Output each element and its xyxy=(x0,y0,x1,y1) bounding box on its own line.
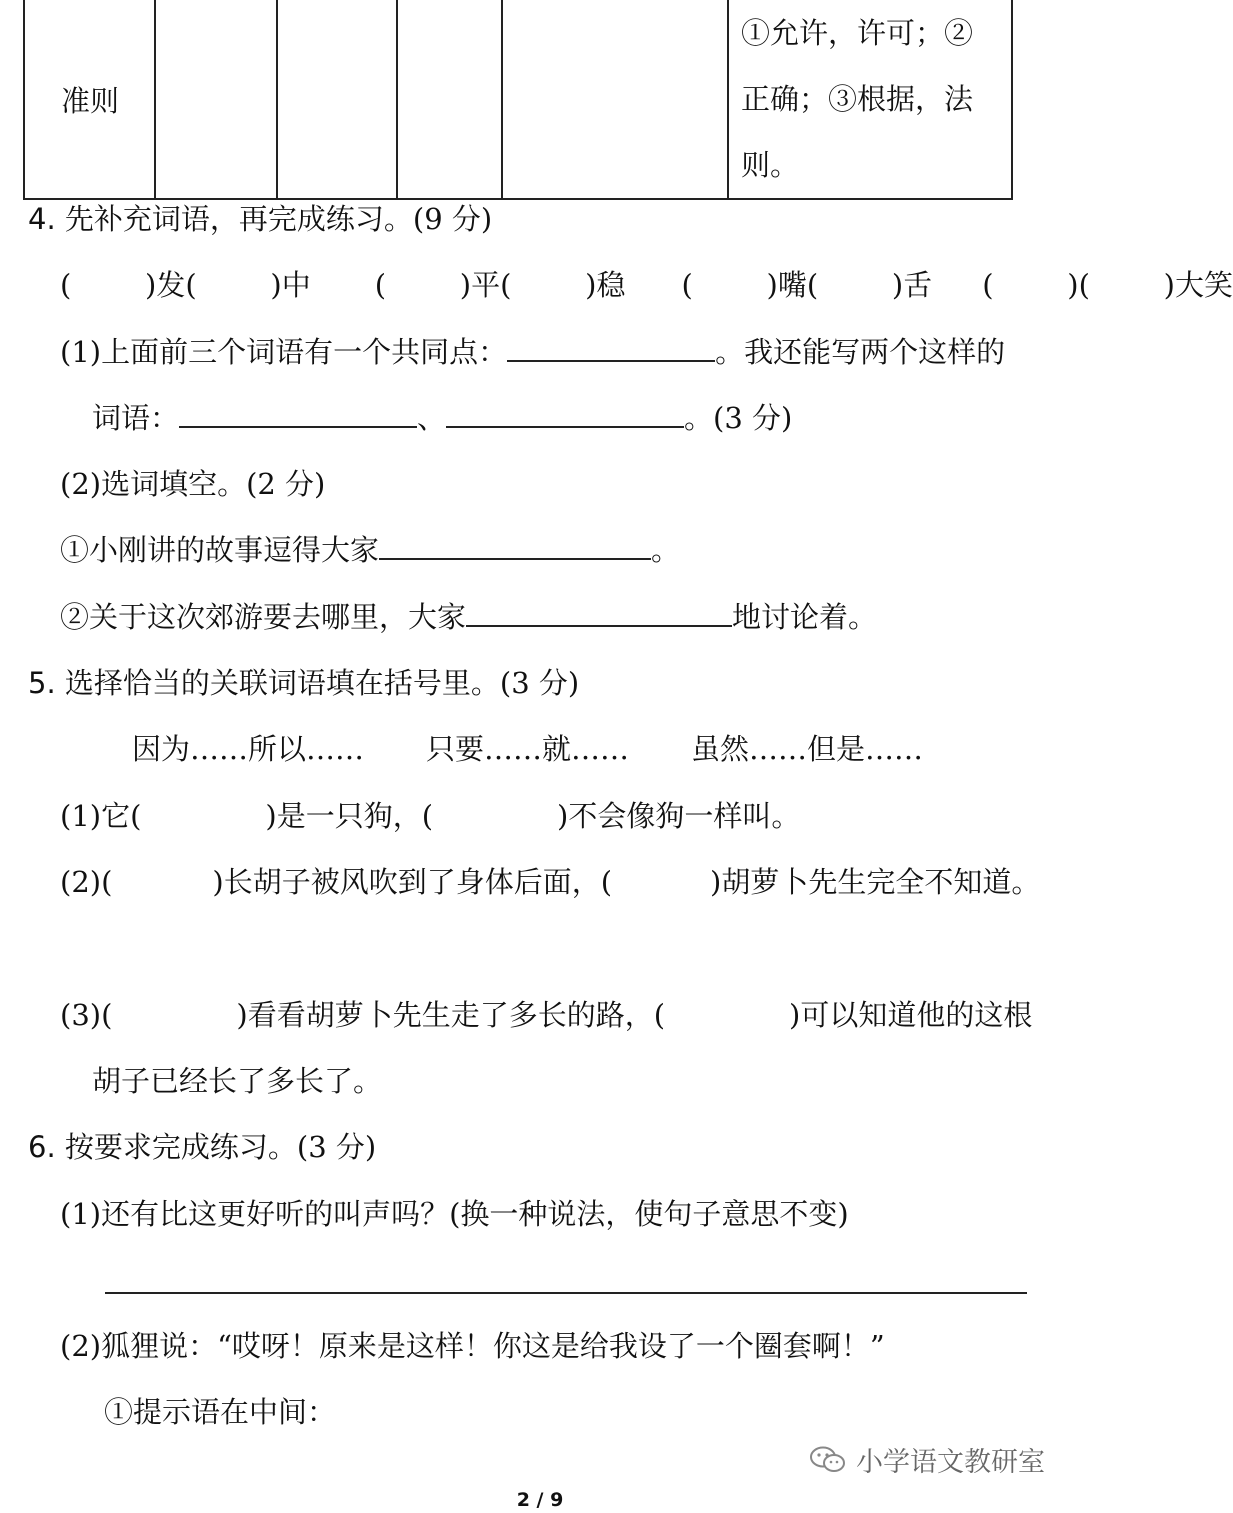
sentence-part: (3)( xyxy=(60,998,113,1032)
question-6-heading xyxy=(28,1129,376,1165)
answer-blank[interactable] xyxy=(446,400,684,428)
question-4-heading xyxy=(28,201,492,237)
q5-sentence-2 xyxy=(60,864,1040,900)
idiom-blank[interactable]: ( )( )大笑 xyxy=(982,268,1233,302)
q4-sentence-2 xyxy=(60,599,877,635)
idiom-blank[interactable]: ( )平( )稳 xyxy=(374,268,626,302)
sentence-part: )胡萝卜先生完全不知道。 xyxy=(710,865,1041,899)
sentence-part: )可以知道他的这根 xyxy=(789,998,1033,1032)
q4-part1-tail: 。(3 分) xyxy=(684,401,793,435)
definition-cell xyxy=(728,0,1012,199)
q5-sentence-3-cont: 胡子已经长了多长了。 xyxy=(92,1064,383,1098)
question-number: 4. xyxy=(28,202,56,236)
conjunction-options xyxy=(132,731,923,767)
idiom-blank[interactable]: ( )发( )中 xyxy=(60,268,311,302)
question-title: 选择恰当的关联词语填在括号里。(3 分) xyxy=(64,666,580,700)
q4-sentence-1 xyxy=(60,532,680,568)
q4-part1-suffix: 。我还能写两个这样的 xyxy=(715,335,1006,369)
sentence-part: )看看胡萝卜先生走了多长的路，( xyxy=(236,998,666,1032)
q5-sentence-1 xyxy=(60,798,800,834)
q4-part1-prefix: (1)上面前三个词语有一个共同点： xyxy=(60,335,508,369)
page-number: 2 / 9 xyxy=(516,1489,564,1511)
question-5-heading xyxy=(28,665,579,701)
sentence-part: (2)( xyxy=(60,865,113,899)
sentence-part: (1)它( xyxy=(60,799,142,833)
question-number: 6. xyxy=(28,1130,56,1164)
table-row xyxy=(24,0,1012,199)
question-title: 先补充词语，再完成练习。(9 分) xyxy=(64,202,493,236)
question-number: 5. xyxy=(28,666,56,700)
answer-blank[interactable] xyxy=(466,599,732,627)
q6-part1: (1)还有比这更好听的叫声吗？(换一种说法，使句子意思不变) xyxy=(60,1197,849,1231)
sentence-part: )不会像狗一样叫。 xyxy=(557,799,801,833)
answer-line[interactable] xyxy=(105,1292,1027,1294)
question-title: 按要求完成练习。(3 分) xyxy=(64,1130,377,1164)
option-item: 虽然……但是…… xyxy=(691,732,924,766)
answer-blank[interactable] xyxy=(379,532,651,560)
q4-part2-title: (2)选词填空。(2 分) xyxy=(60,467,326,501)
sentence-part: )是一只狗，( xyxy=(265,799,434,833)
table-blank-cell[interactable] xyxy=(397,0,502,199)
separator: 、 xyxy=(417,401,447,435)
q6-part2-sub: ①提示语在中间： xyxy=(104,1395,337,1429)
watermark-text: 小学语文教研室 xyxy=(856,1447,1045,1478)
table-blank-cell[interactable] xyxy=(155,0,277,199)
definition-line: ①允许，许可；② xyxy=(741,16,974,50)
wechat-icon xyxy=(808,1445,848,1475)
definition-line: 正确；③根据，法 xyxy=(741,82,974,116)
answer-blank[interactable] xyxy=(179,400,417,428)
vocab-table xyxy=(23,0,1013,200)
sentence-part: )长胡子被风吹到了身体后面，( xyxy=(212,865,613,899)
option-item: 只要……就…… xyxy=(426,732,630,766)
sentence-suffix: 。 xyxy=(651,533,681,567)
option-item: 因为……所以…… xyxy=(132,732,365,766)
idiom-row xyxy=(60,267,1233,303)
idiom-blank[interactable]: ( )嘴( )舌 xyxy=(681,268,933,302)
sentence-prefix: ②关于这次郊游要去哪里，大家 xyxy=(60,600,467,634)
q4-part1-line1 xyxy=(60,334,1005,370)
q4-part1-words-label: 词语： xyxy=(92,401,180,435)
table-row-label: 准则 xyxy=(24,0,155,199)
table-blank-cell[interactable] xyxy=(277,0,397,199)
q6-part2: (2)狐狸说：“哎呀！原来是这样！你这是给我设了一个圈套啊！” xyxy=(60,1329,885,1363)
answer-blank[interactable] xyxy=(507,334,715,362)
q5-sentence-3 xyxy=(60,997,1032,1033)
table-blank-cell[interactable] xyxy=(502,0,728,199)
definition-line: 则。 xyxy=(741,148,800,182)
sentence-suffix: 地讨论着。 xyxy=(732,600,878,634)
q4-part1-line2 xyxy=(92,400,792,436)
sentence-prefix: ①小刚讲的故事逗得大家 xyxy=(60,533,380,567)
